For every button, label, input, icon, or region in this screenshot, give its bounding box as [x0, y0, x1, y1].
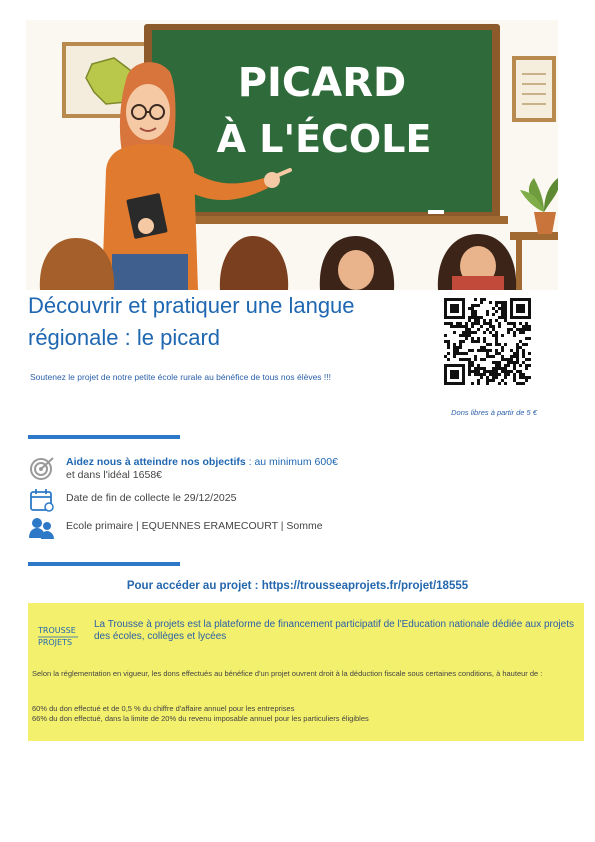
- info-bullets: [32, 704, 572, 724]
- deadline-text: Date de fin de collecte le 29/12/2025: [66, 492, 237, 504]
- school-row: [28, 516, 323, 540]
- objectives-ideal: et dans l'idéal 1658€: [66, 469, 162, 481]
- info-bullet-1: 60% du don effectué et de 0,5 % du chiffre d'affaire annuel pour les entreprises: [32, 704, 295, 713]
- deadline-row: [28, 488, 236, 512]
- project-link-prefix: Pour accéder au projet :: [126, 580, 262, 592]
- objectives-lead: Aidez nous à atteindre nos objectifs: [66, 456, 246, 468]
- school-label: Ecole primaire | EQUENNES ERAMECOURT |: [66, 520, 287, 532]
- info-body: Selon la réglementation en vigueur, les dons effectués au bénéfice d'un projet ouvrent droit à la déduction fiscale sous certaines conditions, à hauteur de :: [32, 669, 543, 678]
- support-subtitle: Soutenez le projet de notre petite école rurale au bénéfice de tous nos élèves !!!: [30, 372, 332, 382]
- objectives-min: : au minimum 600€: [245, 456, 338, 468]
- board-title-line2: À L'ÉCOLE: [216, 117, 432, 161]
- donation-note: Dons libres à partir de 5 €: [451, 408, 537, 417]
- hero-illustration: [26, 20, 558, 290]
- divider-bottom: [28, 562, 180, 566]
- svg-text:PROJETS: PROJETS: [38, 638, 73, 647]
- svg-text:TROUSSE: TROUSSE: [38, 626, 76, 635]
- project-link-url[interactable]: https://trousseaprojets.fr/projet/18555: [261, 580, 469, 592]
- board-title-line1: PICARD: [237, 60, 407, 106]
- info-bullet-2: 66% du don effectué, dans la limite de 20% du revenu imposable annuel pour les particuliers éligibles: [32, 714, 369, 723]
- trousse-a-projets-logo: [34, 619, 84, 659]
- objectives-row: [28, 456, 338, 482]
- calendar-icon: [28, 488, 56, 512]
- classroom-illustration: [26, 20, 558, 290]
- poster-frame: [514, 58, 554, 120]
- info-box: [28, 603, 584, 741]
- target-icon: [28, 456, 56, 480]
- project-link-line: [0, 580, 595, 592]
- users-icon: [28, 516, 56, 540]
- divider-top: [28, 435, 180, 439]
- school-region: Somme: [286, 520, 323, 532]
- qr-code: [440, 298, 536, 386]
- info-headline: La Trousse à projets est la plateforme de financement participatif de l'Education nationale dédiée aux projets des écoles, collèges et lycées: [94, 619, 574, 642]
- page-title: Découvrir et pratiquer une langue régionale : le picard: [28, 293, 355, 350]
